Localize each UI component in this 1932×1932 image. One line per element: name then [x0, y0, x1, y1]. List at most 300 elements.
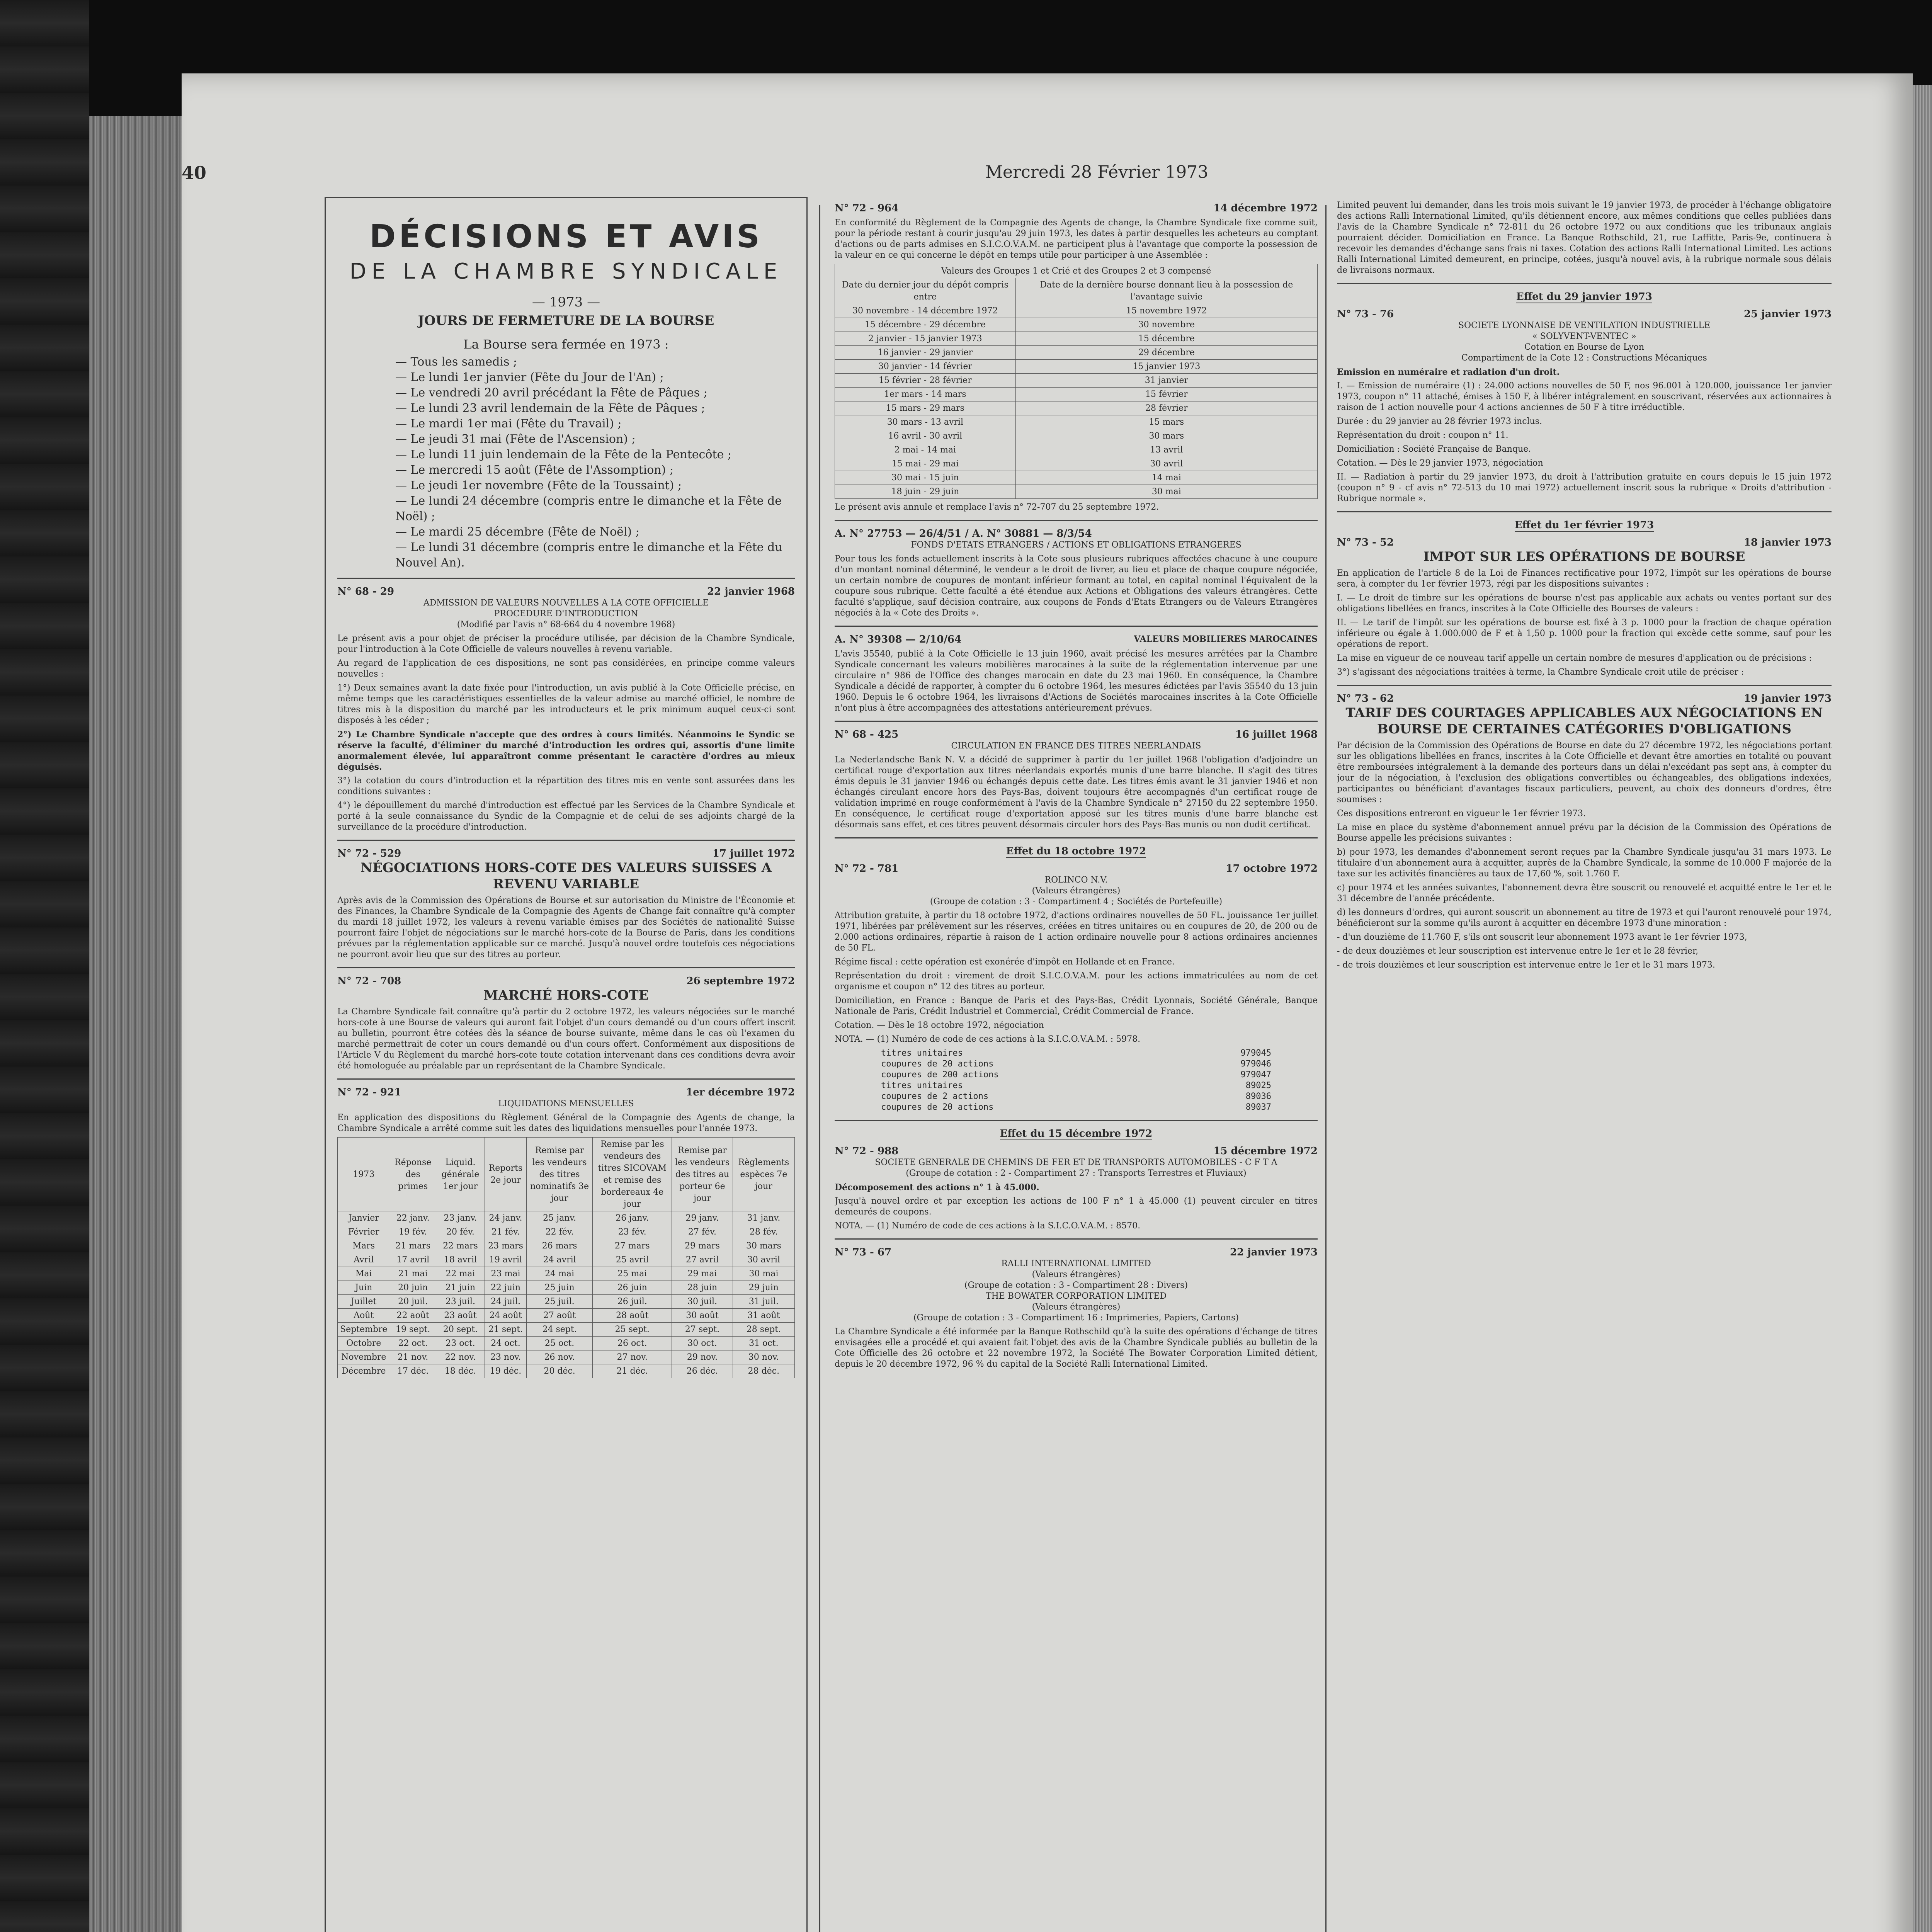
notice-paragraph: Le présent avis a pour objet de préciser la procédure utilisée, par décision de la Chambre Syndicale, pour l'introduction à la Cote Officielle de valeurs nouvelles à revenu variable.: [337, 634, 795, 654]
notice-paragraph: Domiciliation : Société Française de Banque.: [1337, 444, 1531, 454]
divider: [835, 520, 1318, 521]
table-cell: 26 juin: [593, 1281, 672, 1295]
table-cell: Juin: [338, 1281, 390, 1295]
list-item: — Tous les samedis ;: [395, 355, 517, 369]
table-cell: 18 juin - 29 juin: [835, 485, 1016, 499]
notice-note: (Modifié par l'avis n° 68-664 du 4 novembre 1968): [457, 620, 675, 629]
table-row: [835, 346, 1318, 360]
column-header: Date de la dernière bourse donnant lieu à la possession de l'avantage suivie: [1015, 278, 1317, 304]
notice-paragraph: II. — Le tarif de l'impôt sur les opérations de bourse est fixé à 3 p. 1000 pour la fraction de chaque opération inférieure ou égale à 1.000.000 de F et à 1,50 p. 1000 pour la fraction qui excède cette somme, sauf pour les opérations de report.: [1337, 618, 1832, 649]
code-row: [835, 1059, 1318, 1070]
notice-note: NOTA. — (1) Numéro de code de ces actions à la S.I.C.O.V.A.M. : 8570.: [835, 1221, 1141, 1231]
table-header-row: [835, 278, 1318, 304]
table-cell: 23 fév.: [593, 1225, 672, 1239]
table-cell: 22 mai: [436, 1267, 485, 1281]
table-body: [338, 1211, 795, 1378]
code-row: [835, 1048, 1318, 1059]
table-cell: Septembre: [338, 1323, 390, 1337]
company-name: THE BOWATER CORPORATION LIMITED: [985, 1291, 1167, 1301]
table-cell: 30 mai: [733, 1267, 794, 1281]
notice-paragraph: 3°) la cotation du cours d'introduction et la répartition des titres mis en vente sont assurées dans les conditions suivantes :: [337, 776, 795, 796]
notice-paragraph: En application de l'article 8 de la Loi de Finances rectificative pour 1972, l'impôt sur les opérations de bourse sera, à compter du 1er février 1973, régi par les dispositions suivantes :: [1337, 568, 1832, 589]
table-cell: 22 mars: [436, 1239, 485, 1253]
notice-title: LIQUIDATIONS MENSUELLES: [498, 1099, 634, 1109]
notice-paragraph: Après avis de la Commission des Opérations de Bourse et sur autorisation du Ministre de l'Économie et des Finances, la Chambre Syndicale de la Compagnie des Agents de Change fait connaître qu'à compter du mardi 18 juillet 1972, les valeurs à revenu variable émises par des Sociétés de nationalité Suisse pourront faire l'objet de négociations sur le marché hors-cote de la Bourse de Paris, dans les conditions prévues par la réglementation applicable sur ce marché. Jusqu'à nouvel ordre toutefois ces négociations ne pourront avoir lieu que sur des titres au porteur.: [337, 896, 795, 959]
notice-paragraph: d) les donneurs d'ordres, qui auront souscrit un abonnement au titre de 1973 et qui l'auront renouvelé pour 1974, bénéficieront sur la somme qu'ils auront à acquitter en décembre 1973 d'une minoration :: [1337, 908, 1832, 928]
table-cell: 29 mai: [672, 1267, 733, 1281]
table-cell: Mars: [338, 1239, 390, 1253]
table-cell: 23 oct.: [436, 1337, 485, 1350]
table-cell: 18 déc.: [436, 1364, 485, 1378]
notice-paragraph: Limited peuvent lui demander, dans les trois mois suivant le 19 janvier 1973, de procéder à l'échange obligatoire des actions Ralli International Limited, qu'ils détiennent encore, aux mêmes conditions que celles publiées dans l'avis de la Chambre Syndicale n° 72-811 du 26 octobre 1972 ou aux conditions que les tribunaux anglais pourraient décider. Domiciliation en France. La Banque Rothschild, 21, rue Laffitte, Paris-9e, continuera à recevoir les demandes d'échange sans frais ni taxes. Cotation des actions Ralli International Limited. Les actions Ralli International Limited demeurent, en principe, cotées, jusqu'à nouvel avis, à la rubrique normale sous délais de livraisons normaux.: [1337, 201, 1832, 275]
table-cell: 16 avril - 30 avril: [835, 429, 1016, 443]
table-cell: 26 juil.: [593, 1295, 672, 1309]
table-cell: 30 mars: [1015, 429, 1317, 443]
notice-paragraph: Pour tous les fonds actuellement inscrits à la Cote sous plusieurs rubriques affectées chacune à une coupure d'un montant nominal déterminé, le vendeur a le droit de livrer, au lieu et place de chaque coupure négociée, un certain nombre de coupures de montant inférieur formant au total, en capital nominal l'équivalent de la coupure sous rubrique. Cette faculté a été étendue aux Actions et Obligations des valeurs étrangères. Cette faculté s'applique, sauf décision contraire, aux coupons de Fonds d'Etats Etrangers ou de Valeurs Etrangères négociés à la « Cote des Droits ».: [835, 554, 1318, 618]
code-value: 979045: [1240, 1048, 1271, 1058]
code-row: [835, 1070, 1318, 1080]
table-cell: 21 sept.: [485, 1323, 527, 1337]
company-place: Cotation en Bourse de Lyon: [1524, 342, 1645, 352]
table-cell: 15 février - 28 février: [835, 374, 1016, 388]
company-group: (Groupe de cotation : 3 - Compartiment 28 : Divers): [964, 1281, 1188, 1290]
table-cell: 19 avril: [485, 1253, 527, 1267]
table-cell: 27 mars: [593, 1239, 672, 1253]
notice-paragraph: La Nederlandsche Bank N. V. a décidé de supprimer à partir du 1er juillet 1968 l'obligation d'adjoindre un certificat rouge d'exportation aux titres néerlandais exportés munis d'une barre blanche. Il s'agit des titres émis depuis le 31 janvier 1946 ou échangés depuis cette date. Les titres émis avant le 31 janvier 1946 et non échangés circulant encore hors des Pays-Bas, doivent toujours être accompagnés d'un certificat rouge de validation imprimé en rouge conformément à l'avis de la Chambre Syndicale n° 27150 du 22 septembre 1950. En conséquence, le certificat rouge d'exportation apposé sur les titres munis d'une barre blanche est désormais sans effet, et ces titres peuvent désormais circuler hors des Pays-Bas munis ou non dudit certificat.: [835, 755, 1318, 830]
notice-paragraph: Par décision de la Commission des Opérations de Bourse en date du 27 décembre 1972, les négociations portant sur les obligations libellées en francs, inscrites à la Cote Officielle et devant être amorties en totalité ou pouvant être remboursées intégralement à la demande des porteurs dans un délai n'excédant pas sept ans, à compter du jour de la négociation, à l'exclusion des obligations convertibles ou échangeables, des obligations indexées, participantes ou bénéficiant d'avantages fiscaux particuliers, peuvent, au choix des donneurs d'ordres, être soumises :: [1337, 741, 1832, 804]
notice-date: 17 juillet 1972: [712, 848, 795, 859]
effective-date: [835, 845, 1318, 857]
table-cell: 23 mars: [485, 1239, 527, 1253]
notice-ref: N° 73 - 67: [835, 1247, 892, 1258]
table-cell: 31 janvier: [1015, 374, 1317, 388]
table-cell: 31 juil.: [733, 1295, 794, 1309]
table-cell: 25 avril: [593, 1253, 672, 1267]
effective-date: [1337, 519, 1832, 531]
table-cell: 22 oct.: [390, 1337, 436, 1350]
table-cell: 30 avril: [1015, 457, 1317, 471]
table-cell: Janvier: [338, 1211, 390, 1225]
table-cell: 23 mai: [485, 1267, 527, 1281]
table-cell: 28 février: [1015, 401, 1317, 415]
notice-date: 1er décembre 1972: [686, 1087, 795, 1098]
table-cell: 15 mars - 29 mars: [835, 401, 1016, 415]
notice-date: 14 décembre 1972: [1213, 202, 1318, 214]
table-cell: 22 fév.: [526, 1225, 592, 1239]
code-value: 89037: [1245, 1102, 1271, 1112]
table-row: [338, 1323, 795, 1337]
notice-paragraph: Représentation du droit : coupon n° 11.: [1337, 430, 1509, 440]
table-cell: 28 sept.: [733, 1323, 794, 1337]
table-cell: 24 juil.: [485, 1295, 527, 1309]
table-cell: 22 août: [390, 1309, 436, 1323]
notice-paragraph: c) pour 1974 et les années suivantes, l'abonnement devra être souscrit ou renouvelé et acquitté entre le 1er et le 31 décembre de l'année précédente.: [1337, 883, 1832, 903]
table-row: [835, 360, 1318, 374]
notice-date: 26 septembre 1972: [686, 975, 795, 987]
table-row: [338, 1211, 795, 1225]
table-cell: 30 oct.: [672, 1337, 733, 1350]
table-cell: 2 janvier - 15 janvier 1973: [835, 332, 1016, 346]
table-cell: Novembre: [338, 1350, 390, 1364]
notice-paragraph: La Chambre Syndicale fait connaître qu'à partir du 2 octobre 1972, les valeurs négociées sur le marché hors-cote à une Bourse de valeurs qui auront fait l'objet d'un cours demandé ou d'un cours offert inscrit au bulletin, pourront être cotées dès la séance de bourse suivante, même dans le cas où l'examen du marché permettrait de coter un cours demandé ou d'un cours offert. Conformément aux dispositions de l'Article V du Règlement du marché hors-cote toute cotation intervenant dans ces conditions devra avoir été homologuée au préalable par un représentant de la Chambre Syndicale.: [337, 1007, 795, 1071]
table-row: [338, 1309, 795, 1323]
section-subtitle: DE LA CHAMBRE SYNDICALE: [349, 259, 783, 284]
notice-paragraph: Régime fiscal : cette opération est exonérée d'impôt en Hollande et en France.: [835, 957, 1175, 967]
table-cell: 29 nov.: [672, 1350, 733, 1364]
effective-date-label: Effet du 18 octobre 1972: [1006, 845, 1146, 857]
table-cell: 26 oct.: [593, 1337, 672, 1350]
notice-paragraph: Jusqu'à nouvel ordre et par exception les actions de 100 F n° 1 à 45.000 (1) peuvent circuler en titres demeurés de coupons.: [835, 1196, 1318, 1217]
code-label: coupures de 200 actions: [881, 1070, 999, 1080]
notice-date: 19 janvier 1973: [1743, 693, 1832, 704]
table-cell: 30 mars - 13 avril: [835, 415, 1016, 429]
table-cell: 1er mars - 14 mars: [835, 388, 1016, 401]
table-cell: 26 mars: [526, 1239, 592, 1253]
company-name: SOCIETE GENERALE DE CHEMINS DE FER ET DE TRANSPORTS AUTOMOBILES - C F T A: [875, 1158, 1277, 1167]
notice-ref: N° 68 - 29: [337, 586, 395, 597]
table-cell: 25 mai: [593, 1267, 672, 1281]
deposit-dates-table: [835, 264, 1318, 499]
table-cell: 30 juil.: [672, 1295, 733, 1309]
table-cell: 20 déc.: [526, 1364, 592, 1378]
closing-lead: La Bourse sera fermée en 1973 :: [463, 337, 669, 352]
list-item: — Le lundi 24 décembre (compris entre le dimanche et la Fête de Noël) ;: [395, 494, 782, 523]
code-value: 89025: [1245, 1081, 1271, 1090]
closing-days-list: [337, 354, 795, 571]
table-row: [835, 471, 1318, 485]
notice-paragraph: Durée : du 29 janvier au 28 février 1973 inclus.: [1337, 417, 1543, 426]
code-row: [835, 1102, 1318, 1113]
table-cell: 24 avril: [526, 1253, 592, 1267]
table-cell: 30 novembre: [1015, 318, 1317, 332]
notice-paragraph: La mise en vigueur de ce nouveau tarif appelle un certain nombre de mesures d'application ou de précisions :: [1337, 653, 1812, 663]
notice-paragraph: - de deux douzièmes et leur souscription est intervenue entre le 1er et le 28 février,: [1337, 946, 1699, 956]
table-row: [835, 485, 1318, 499]
notice-ref: A. N° 39308 — 2/10/64: [835, 634, 962, 645]
section-title: DÉCISIONS ET AVIS: [369, 218, 763, 255]
notice-heading: Emission en numéraire et radiation d'un droit.: [1337, 367, 1560, 377]
company-sub: (Valeurs étrangères): [1032, 886, 1121, 896]
closing-heading: JOURS DE FERMETURE DE LA BOURSE: [418, 313, 714, 328]
notice-ref: A. N° 27753 — 26/4/51 / A. N° 30881 — 8/3/54: [835, 528, 1092, 539]
notice-date: 18 janvier 1973: [1743, 537, 1832, 548]
book-spine: [0, 0, 89, 1932]
notice-paragraph: 2°) Le Chambre Syndicale n'accepte que des ordres à cours limités. Néanmoins le Syndic se réserve la faculté, d'éliminer du marché d'introduction les ordres qui, assortis d'une limite anormalement élevée, lui apparaîtront comme présentant le caractère d'ordres au mieux déguisés.: [337, 730, 795, 772]
code-label: coupures de 20 actions: [881, 1059, 994, 1069]
code-label: titres unitaires: [881, 1048, 963, 1058]
list-item: — Le jeudi 1er novembre (Fête de la Toussaint) ;: [395, 479, 682, 492]
notice-paragraph: - de trois douzièmes et leur souscription est intervenue entre le 1er et le 31 mars 1973.: [1337, 960, 1715, 970]
code-row: [835, 1080, 1318, 1091]
divider: [1337, 685, 1832, 686]
company-name: SOCIETE LYONNAISE DE VENTILATION INDUSTRIELLE: [1458, 321, 1711, 330]
table-row: [338, 1281, 795, 1295]
list-item: — Le vendredi 20 avril précédant la Fête de Pâques ;: [395, 386, 707, 400]
table-cell: 14 mai: [1015, 471, 1317, 485]
notice-date: 22 janvier 1968: [707, 586, 795, 597]
notice-paragraph: 4°) le dépouillement du marché d'introduction est effectué par les Services de la Chambre Syndicale et porté à la seule connaissance du Syndic de la Compagnie et de celui de ses adjoints chargé de la surveillance de la procédure d'introduction.: [337, 801, 795, 832]
notice-ref: N° 72 - 988: [835, 1145, 899, 1157]
notice-header: [835, 202, 1318, 214]
notice-header: [835, 863, 1318, 875]
table-cell: 27 août: [526, 1309, 592, 1323]
table-cell: 24 janv.: [485, 1211, 527, 1225]
table-cell: 20 juin: [390, 1281, 436, 1295]
column-header: Réponse des primes: [390, 1138, 436, 1211]
table-cell: 25 janv.: [526, 1211, 592, 1225]
table-cell: Juillet: [338, 1295, 390, 1309]
table-cell: 21 fév.: [485, 1225, 527, 1239]
table-cell: 26 déc.: [672, 1364, 733, 1378]
table-cell: 30 août: [672, 1309, 733, 1323]
notice-date: 22 janvier 1973: [1230, 1247, 1318, 1258]
table-cell: 23 nov.: [485, 1350, 527, 1364]
column-3: [1337, 197, 1832, 1932]
list-item: — Le lundi 11 juin lendemain de la Fête de la Pentecôte ;: [395, 448, 731, 461]
notice-title: TARIF DES COURTAGES APPLICABLES AUX NÉGOCIATIONS EN BOURSE DE CERTAINES CATÉGORIES D'OBLIGATIONS: [1345, 705, 1823, 737]
table-row: [835, 429, 1318, 443]
table-cell: 30 mai - 15 juin: [835, 471, 1016, 485]
table-cell: 15 décembre: [1015, 332, 1317, 346]
table-cell: 26 janv.: [593, 1211, 672, 1225]
table-cell: 15 février: [1015, 388, 1317, 401]
column-header: Remise par les vendeurs des titres au porteur 6e jour: [672, 1138, 733, 1211]
notice-paragraph: Représentation du droit : virement de droit S.I.C.O.V.A.M. pour les actions immatriculées au nom de cet organisme et coupon n° 12 des titres au porteur.: [835, 971, 1318, 992]
table-cell: 25 oct.: [526, 1337, 592, 1350]
table-cell: 28 déc.: [733, 1364, 794, 1378]
table-cell: Décembre: [338, 1364, 390, 1378]
company-sub: (Valeurs étrangères): [1032, 1270, 1121, 1279]
notice-header: [1337, 693, 1832, 705]
table-cell: 21 juin: [436, 1281, 485, 1295]
notice-paragraph: I. — Le droit de timbre sur les opérations de bourse n'est pas applicable aux achats ou ventes portant sur des obligations libellées en francs, inscrites à la Cote Officielle des Bourses de valeurs :: [1337, 593, 1832, 614]
notice-paragraph: Attribution gratuite, à partir du 18 octobre 1972, d'actions ordinaires nouvelles de 50 FL. jouissance 1er juillet 1971, libérées par prélèvement sur les réserves, créées en titres unitaires ou en coupures de 20, de 200 ou de 2.000 actions ordinaires, répartie à raison de 1 action ordinaire nouvelle pour 8 actions ordinaires anciennes de 50 FL.: [835, 911, 1318, 953]
notice-header: [835, 528, 1318, 540]
column-header: Remise par les vendeurs des titres nominatifs 3e jour: [526, 1138, 592, 1211]
column-header: Règlements espèces 7e jour: [733, 1138, 794, 1211]
table-cell: 24 sept.: [526, 1323, 592, 1337]
table-cell: 27 avril: [672, 1253, 733, 1267]
code-label: titres unitaires: [881, 1081, 963, 1090]
notice-header: [337, 975, 795, 987]
effective-date-label: Effet du 1er février 1973: [1514, 519, 1654, 531]
notice-subtitle: PROCEDURE D'INTRODUCTION: [494, 609, 638, 619]
notice-date: 17 octobre 1972: [1226, 863, 1318, 874]
notice-date: 15 décembre 1972: [1213, 1145, 1318, 1157]
notice-paragraph: Domiciliation, en France : Banque de Paris et des Pays-Bas, Crédit Lyonnais, Société Générale, Banque Nationale de Paris, Crédit Industriel et Commercial, Crédit Commercial de France.: [835, 996, 1318, 1016]
table-cell: 15 mars: [1015, 415, 1317, 429]
column-divider: [819, 205, 820, 1932]
notice-date: 25 janvier 1973: [1743, 308, 1832, 320]
divider: [835, 1120, 1318, 1121]
list-item: — Le lundi 1er janvier (Fête du Jour de l'An) ;: [395, 371, 664, 384]
table-row: [338, 1364, 795, 1378]
notice-paragraph: La Chambre Syndicale a été informée par la Banque Rothschild qu'à la suite des opérations d'échange de titres envisagées elle a procédé et qui avaient fait l'objet des avis de la Chambre Syndicale publiés au bulletin de la Cote Officielle des 26 octobre et 22 novembre 1972, la Société The Bowater Corporation Limited détient, depuis le 20 décembre 1972, 96 % du capital de la Société Ralli International Limited.: [835, 1327, 1318, 1369]
notice-header: [835, 1247, 1318, 1259]
table-body: [835, 304, 1318, 499]
table-cell: 19 déc.: [485, 1364, 527, 1378]
company-name: RALLI INTERNATIONAL LIMITED: [1001, 1259, 1151, 1269]
table-row: [338, 1225, 795, 1239]
notice-title: ADMISSION DE VALEURS NOUVELLES A LA COTE OFFICIELLE: [423, 598, 709, 608]
notice-ref: N° 73 - 52: [1337, 537, 1394, 548]
divider: [337, 840, 795, 841]
table-cell: Octobre: [338, 1337, 390, 1350]
divider: [337, 1078, 795, 1080]
code-row: [835, 1091, 1318, 1102]
list-item: — Le mercredi 15 août (Fête de l'Assomption) ;: [395, 463, 673, 477]
code-label: coupures de 2 actions: [881, 1092, 989, 1101]
notice-paragraph: En conformité du Règlement de la Compagnie des Agents de change, la Chambre Syndicale fixe comme suit, pour la période restant à courir jusqu'au 29 juin 1973, les dates à partir desquelles les acheteurs au comptant d'actions ou de parts admises en S.I.C.O.V.A.M. ne participent plus à l'avantage que comporte la possession de la valeur en ce qui concerne le dépôt en temps utile pour participer à une Assemblée :: [835, 218, 1318, 260]
table-cell: 30 mai: [1015, 485, 1317, 499]
table-row: [338, 1350, 795, 1364]
notice-heading: Décomposement des actions n° 1 à 45.000.: [835, 1182, 1039, 1192]
notice-header: [337, 848, 795, 860]
notice-note: NOTA. — (1) Numéro de code de ces actions à la S.I.C.O.V.A.M. : 5978.: [835, 1034, 1141, 1044]
table-cell: 22 nov.: [436, 1350, 485, 1364]
notice-header: [835, 1145, 1318, 1157]
table-cell: 24 août: [485, 1309, 527, 1323]
notice-paragraph: 3°) s'agissant des négociations traitées à terme, la Chambre Syndicale croit utile de préciser :: [1337, 667, 1744, 677]
table-cell: 26 nov.: [526, 1350, 592, 1364]
page-number: 40: [182, 162, 207, 183]
table-cell: 20 fév.: [436, 1225, 485, 1239]
notice-title: IMPOT SUR LES OPÉRATIONS DE BOURSE: [1423, 549, 1745, 565]
effective-date: [1337, 291, 1832, 303]
table-cell: 31 août: [733, 1309, 794, 1323]
notice-header: [1337, 308, 1832, 320]
divider: [835, 1238, 1318, 1240]
table-cell: 15 décembre - 29 décembre: [835, 318, 1016, 332]
notice-ref: N° 72 - 708: [337, 975, 401, 987]
notice-ref: N° 72 - 529: [337, 848, 401, 859]
table-cell: 28 août: [593, 1309, 672, 1323]
table-cell: 21 mars: [390, 1239, 436, 1253]
notice-paragraph: Ces dispositions entreront en vigueur le 1er février 1973.: [1337, 809, 1586, 818]
notice-header: [835, 634, 1318, 646]
divider: [337, 578, 795, 579]
table-row: [835, 388, 1318, 401]
table-cell: 23 juil.: [436, 1295, 485, 1309]
notice-title: VALEURS MOBILIERES MAROCAINES: [1134, 634, 1318, 644]
table-cell: 15 mai - 29 mai: [835, 457, 1016, 471]
table-cell: 27 nov.: [593, 1350, 672, 1364]
table-cell: 31 janv.: [733, 1211, 794, 1225]
list-item: — Le mardi 1er mai (Fête du Travail) ;: [395, 417, 622, 430]
code-value: 979046: [1240, 1059, 1271, 1069]
table-row: [338, 1337, 795, 1350]
notice-ref: N° 73 - 62: [1337, 693, 1394, 704]
table-cell: 30 nov.: [733, 1350, 794, 1364]
code-value: 89036: [1245, 1092, 1271, 1101]
table-cell: 17 déc.: [390, 1364, 436, 1378]
notice-ref: N° 72 - 781: [835, 863, 899, 874]
column-divider: [1325, 205, 1327, 1932]
divider: [835, 837, 1318, 838]
column-header: Reports 2e jour: [485, 1138, 527, 1211]
table-cell: 21 mai: [390, 1267, 436, 1281]
notice-paragraph: I. — Emission de numéraire (1) : 24.000 actions nouvelles de 50 F, nos 96.001 à 120.000, jouissance 1er janvier 1973, coupon n° 11 attaché, émises à 150 F, à libérer intégralement en souscrivant, réservées aux actionnaires à raison de 1 action nouvelle pour 4 actions anciennes de 50 F à titre irréductible.: [1337, 381, 1832, 412]
table-cell: 22 juin: [485, 1281, 527, 1295]
company-name: ROLINCO N.V.: [1044, 875, 1108, 885]
notice-header: [835, 729, 1318, 741]
column-header: Remise par les vendeurs des titres SICOVAM et remise des bordereaux 4e jour: [593, 1138, 672, 1211]
table-caption: Valeurs des Groupes 1 et Crié et des Groupes 2 et 3 compensé: [835, 264, 1318, 278]
notice-header: [337, 586, 795, 598]
table-row: [338, 1253, 795, 1267]
column-header: Liquid. générale 1er jour: [436, 1138, 485, 1211]
notice-paragraph: Cotation. — Dès le 18 octobre 1972, négociation: [835, 1020, 1044, 1030]
table-cell: 25 sept.: [593, 1323, 672, 1337]
table-row: [835, 332, 1318, 346]
notice-paragraph: - d'un douzième de 11.760 F, s'ils ont souscrit leur abonnement 1973 avant le 1er février 1973,: [1337, 932, 1747, 942]
column-2: [835, 197, 1318, 1932]
table-cell: 28 fév.: [733, 1225, 794, 1239]
notice-paragraph: L'avis 35540, publié à la Cote Officielle le 13 juin 1960, avait précisé les mesures arrêtées par la Chambre Syndicale concernant les valeurs mobilières marocaines à la suite de la réglementation intervenue par une circulaire n° 986 de l'Office des changes marocain en date du 23 mai 1960. En conséquence, la Chambre Syndicale a décidé de rapporter, à compter du 6 octobre 1964, les mesures édictées par l'avis 35540 du 13 juin 1960. Depuis le 6 octobre 1964, les livraisons d'Actions de Sociétés marocaines inscrites à la Cote Officielle n'ont plus à être accompagnées des attestations antérieurement prévues.: [835, 649, 1318, 713]
table-cell: Août: [338, 1309, 390, 1323]
table-row: [338, 1295, 795, 1309]
table-cell: 15 novembre 1972: [1015, 304, 1317, 318]
table-cell: 28 juin: [672, 1281, 733, 1295]
table-cell: Février: [338, 1225, 390, 1239]
table-cell: Mai: [338, 1267, 390, 1281]
notice-header: [337, 1087, 795, 1099]
table-cell: 23 janv.: [436, 1211, 485, 1225]
notice-title: NÉGOCIATIONS HORS-COTE DES VALEURS SUISSES A REVENU VARIABLE: [360, 860, 772, 892]
table-cell: 27 sept.: [672, 1323, 733, 1337]
table-row: [835, 401, 1318, 415]
column-header: 1973: [338, 1138, 390, 1211]
table-row: [835, 374, 1318, 388]
notice-paragraph: En application des dispositions du Règlement Général de la Compagnie des Agents de change, la Chambre Syndicale a arrêté comme suit les dates des liquidations mensuelles pour l'année 1973.: [337, 1113, 795, 1133]
table-cell: 23 août: [436, 1309, 485, 1323]
table-cell: 20 juil.: [390, 1295, 436, 1309]
table-row: [835, 415, 1318, 429]
table-row: [338, 1267, 795, 1281]
notice-title: CIRCULATION EN FRANCE DES TITRES NEERLANDAIS: [951, 741, 1201, 751]
table-cell: 27 fév.: [672, 1225, 733, 1239]
table-cell: 17 avril: [390, 1253, 436, 1267]
notice-paragraph: Au regard de l'application de ces dispositions, ne sont pas considérées, en principe comme valeurs nouvelles :: [337, 658, 795, 679]
list-item: — Le lundi 31 décembre (compris entre le dimanche et la Fête du Nouvel An).: [395, 541, 782, 570]
table-cell: 18 avril: [436, 1253, 485, 1267]
table-row: [338, 1239, 795, 1253]
table-cell: 21 déc.: [593, 1364, 672, 1378]
company-name-alt: « SOLYVENT-VENTEC »: [1532, 332, 1636, 341]
page-date: Mercredi 28 Février 1973: [985, 162, 1209, 182]
company-group: (Groupe de cotation : 3 - Compartiment 16 : Imprimeries, Papiers, Cartons): [913, 1313, 1239, 1323]
table-row: [835, 318, 1318, 332]
code-list: [835, 1048, 1318, 1113]
table-cell: 31 oct.: [733, 1337, 794, 1350]
table-cell: Avril: [338, 1253, 390, 1267]
notice-title: FONDS D'ETATS ETRANGERS / ACTIONS ET OBLIGATIONS ETRANGERES: [911, 540, 1242, 550]
table-cell: 15 janvier 1973: [1015, 360, 1317, 374]
table-row: [835, 304, 1318, 318]
list-item: — Le mardi 25 décembre (Fête de Noël) ;: [395, 525, 639, 539]
table-cell: 30 novembre - 14 décembre 1972: [835, 304, 1016, 318]
list-item: — Le jeudi 31 mai (Fête de l'Ascension) ;: [395, 432, 636, 446]
column-1: [325, 197, 808, 1932]
divider: [835, 721, 1318, 722]
page-right-edge: [1913, 85, 1932, 1932]
table-cell: 30 janvier - 14 février: [835, 360, 1016, 374]
list-item: — Le lundi 23 avril lendemain de la Fête de Pâques ;: [395, 401, 705, 415]
table-cell: 29 juin: [733, 1281, 794, 1295]
notice-date: 16 juillet 1968: [1235, 729, 1318, 740]
table-header-row: [338, 1138, 795, 1211]
notice-ref: N° 68 - 425: [835, 729, 899, 740]
